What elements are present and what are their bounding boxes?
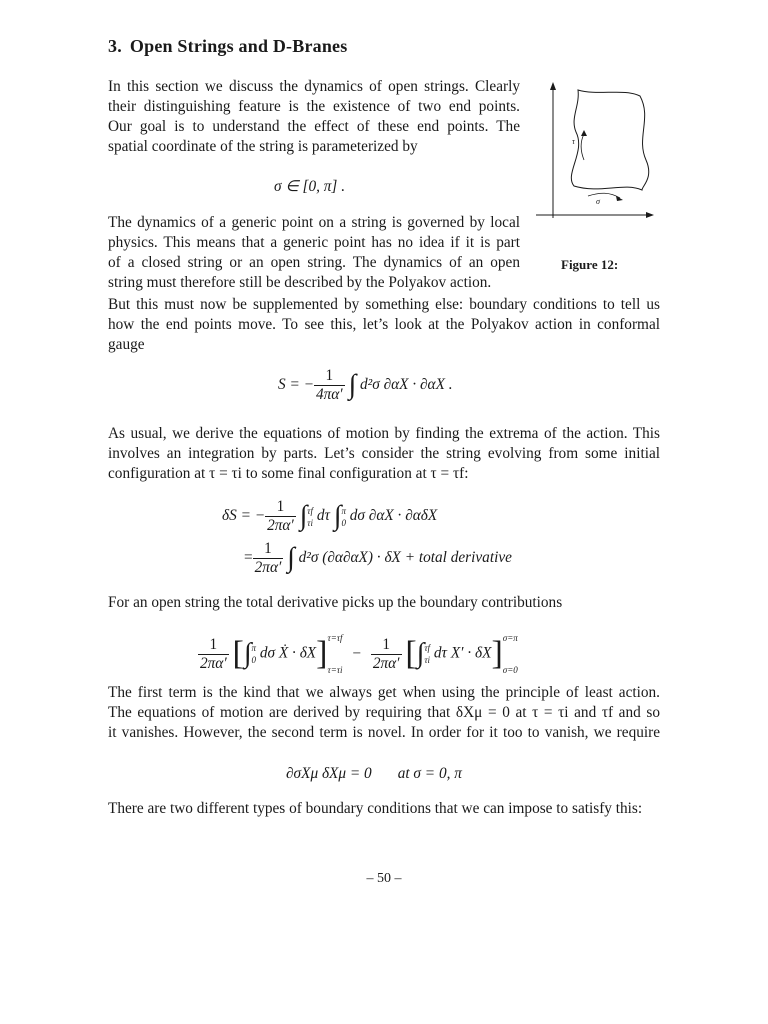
section-number: 3. (108, 36, 122, 56)
integral-sign: ∫ (333, 500, 342, 532)
tau-arrow (581, 134, 584, 160)
equation-variation-line1: δS = − $\frac{1}{2\pi\alpha'}$ ∫ τf τi dτ ∫ π 0 dσ ∂αX · ∂αδX (222, 498, 438, 534)
integral-sign: ∫ (416, 638, 425, 669)
equation-polyakov-action (278, 367, 453, 404)
tau-arrowhead (581, 130, 587, 136)
text-line: spatial coordinate of the string is parameterized by (108, 138, 418, 155)
sigma-label: σ (596, 197, 600, 206)
section-heading (108, 36, 347, 57)
text-line: The first term is the kind that we always get when using the principle of least action. (108, 684, 660, 701)
axis-arrowhead (550, 82, 556, 90)
text-line: As usual, we derive the equations of motion by finding the extrema of the action. This (108, 425, 660, 442)
figure-caption: Figure 12: (561, 257, 619, 272)
eq-body: d²σ ∂αX · ∂αX . (359, 376, 453, 394)
text-line: The equations of motion are derived by requiring that δXμ = 0 at τ = τi and τf and so (108, 704, 660, 721)
integral-sign: ∫ (243, 638, 252, 669)
text-line: string must therefore still be described by the Polyakov action. (108, 274, 492, 291)
integral-sign: ∫ (299, 500, 308, 532)
intro-paragraph (108, 77, 520, 157)
dynamics-paragraph (108, 213, 520, 293)
text-line: involves an integration by parts. Let’s consider the string evolving from some initial (108, 445, 660, 462)
supplement-paragraph (108, 295, 660, 355)
equation-variation-line2: = $\frac{1}{2\pi\alpha'}$ ∫ d²σ (∂α∂αX) · δX + total derivative (244, 540, 512, 576)
equation-boundary-condition: ∂σXμ δXμ = 0 at σ = 0, π (286, 765, 462, 782)
section-title: Open Strings and D-Branes (129, 36, 348, 56)
axis-arrowhead (646, 212, 654, 218)
text-line: physics. This means that a generic point has no idea if it is part (108, 234, 520, 251)
text-line: how the end points move. To see this, let’s look at the Polyakov action in conformal (108, 316, 660, 333)
equation-boundary-terms: $\frac{1}{2\pi\alpha'}$ [∫ π 0 dσ Ẋ · δX] τ=τf τ=τi − $\frac{1}{2\pi\alpha'}$ [∫ τf τi dτ X′ · δX] σ=π σ=0 (200, 633, 518, 675)
integral-sign: ∫ (348, 369, 357, 401)
text-line: configuration at τ = τi to some final configuration at τ = τf: (108, 465, 469, 482)
text-line: But this must now be supplemented by something else: boundary conditions to tell us (108, 296, 660, 313)
text-line: it vanishes. However, the second term is novel. In order for it too to vanish, we require (108, 724, 660, 741)
text-line: Our goal is to understand the effect of these end points. The (108, 118, 520, 135)
text-line: of a closed string or an open string. The dynamics of an open (108, 254, 520, 271)
page-number: – 50 – (366, 871, 402, 886)
text-line: In this section we discuss the dynamics of open strings. Clearly (108, 78, 520, 95)
worldsheet-outline (571, 90, 648, 190)
sigma-arrowhead (616, 196, 623, 201)
eq-lhs: S = − (278, 376, 314, 394)
terms-paragraph (108, 683, 660, 743)
text-line: their distinguishing feature is the existence of two end points. (108, 98, 520, 115)
integral-sign: ∫ (287, 542, 295, 574)
eq-fraction: $\frac{1}{4\pi\alpha'}$ (315, 367, 343, 403)
text-line: gauge (108, 336, 145, 353)
equation-sigma-range: σ ∈ [0, π] . (274, 178, 346, 195)
variation-paragraph (108, 424, 660, 484)
closing-sentence: There are two different types of boundary conditions that we can impose to satisfy this: (108, 800, 643, 817)
text-line: The dynamics of a generic point on a string is governed by local (108, 214, 520, 231)
figure-worldsheet (526, 78, 662, 228)
tau-label: τ (572, 137, 575, 146)
sigma-arrow (588, 193, 620, 198)
boundary-intro: For an open string the total derivative picks up the boundary contributions (108, 594, 563, 611)
